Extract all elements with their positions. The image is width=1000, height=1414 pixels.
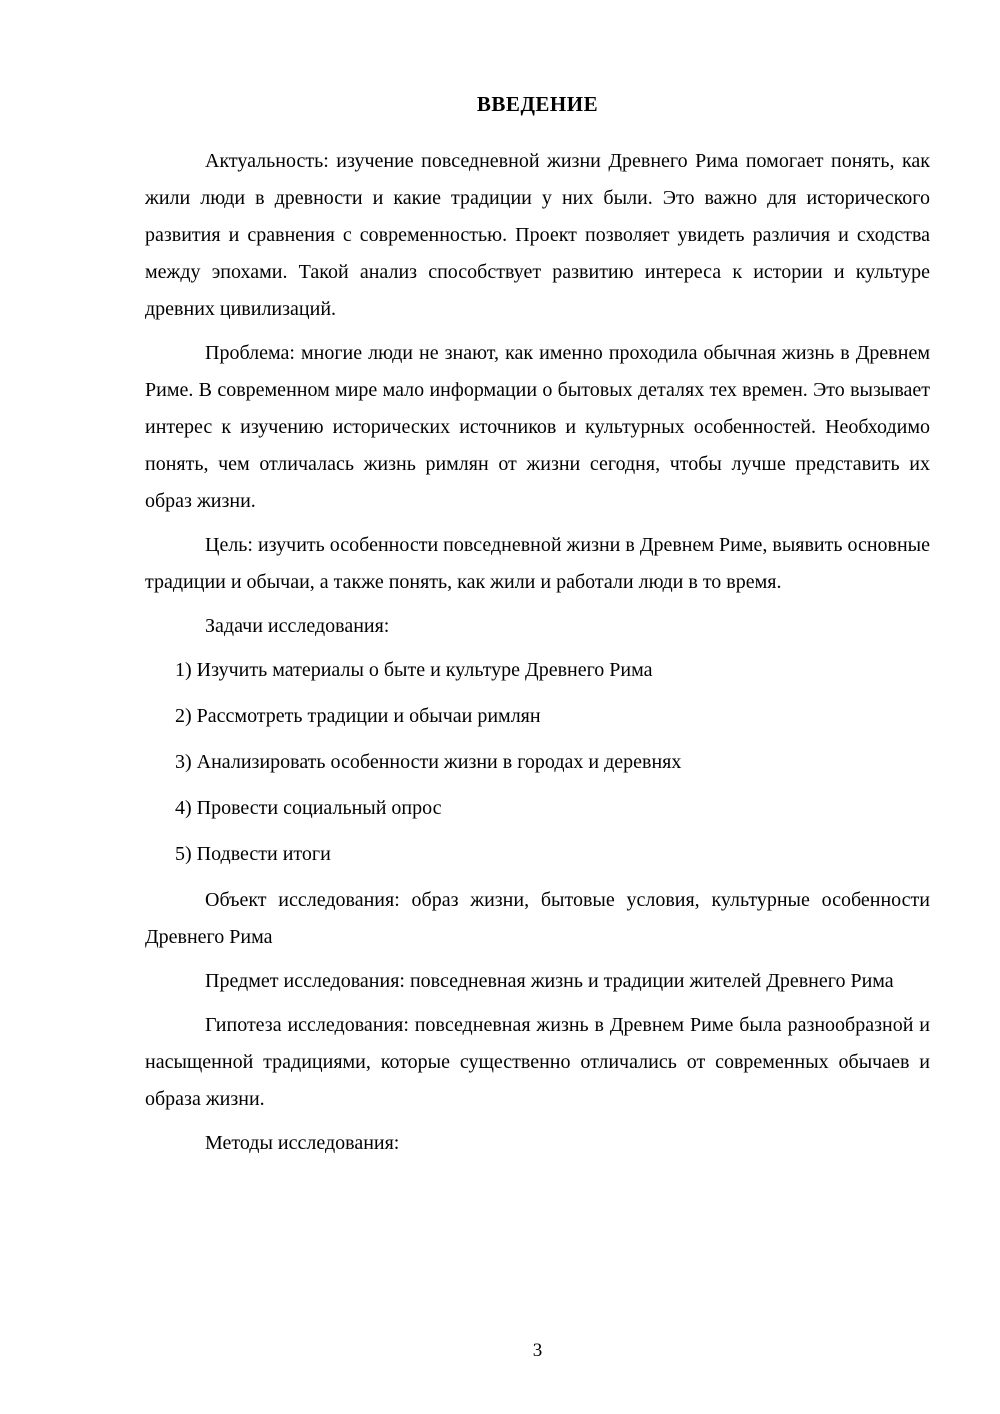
paragraph-object: Объект исследования: образ жизни, бытовые условия, культурные особенности Древнего Рима	[145, 889, 930, 948]
paragraph-problem: Проблема: многие люди не знают, как именно проходила обычная жизнь в Древнем Риме. В современном мире мало информации о бытовых деталях тех времен. Это вызывает интерес к изучению исторических источников и культурных особенностей. Необходимо понять, чем отличалась жизнь римлян от жизни сегодня, чтобы лучше представить их образ жизни.	[145, 342, 930, 512]
paragraph-relevance: Актуальность: изучение повседневной жизни Древнего Рима помогает понять, как жили люди в древности и какие традиции у них были. Это важно для исторического развития и сравнения с современностью. Проект позволяет увидеть различия и сходства между эпохами. Такой анализ способствует развитию интереса к истории и культуре древних цивилизаций.	[145, 150, 930, 320]
list-item-task-2: 2) Рассмотреть традиции и обычаи римлян	[175, 705, 541, 727]
paragraph-methods-heading: Методы исследования:	[205, 1132, 400, 1154]
page-number: 3	[532, 1340, 543, 1361]
list-item-task-3: 3) Анализировать особенности жизни в городах и деревнях	[175, 751, 682, 773]
paragraph-hypothesis: Гипотеза исследования: повседневная жизнь в Древнем Риме была разнообразной и насыщенной традициями, которые существенно отличались от современных обычаев и образа жизни.	[145, 1014, 930, 1110]
list-item-task-1: 1) Изучить материалы о быте и культуре Древнего Рима	[175, 659, 653, 681]
list-item-task-4: 4) Провести социальный опрос	[175, 797, 442, 819]
paragraph-tasks-heading: Задачи исследования:	[205, 615, 390, 637]
paragraph-goal: Цель: изучить особенности повседневной жизни в Древнем Риме, выявить основные традиции и обычаи, а также понять, как жили и работали люди в то время.	[145, 534, 930, 593]
tasks-list	[145, 652, 930, 873]
page-title: ВВЕДЕНИЕ	[476, 92, 599, 116]
list-item-task-5: 5) Подвести итоги	[175, 843, 331, 865]
paragraph-subject: Предмет исследования: повседневная жизнь и традиции жителей Древнего Рима	[205, 970, 894, 992]
